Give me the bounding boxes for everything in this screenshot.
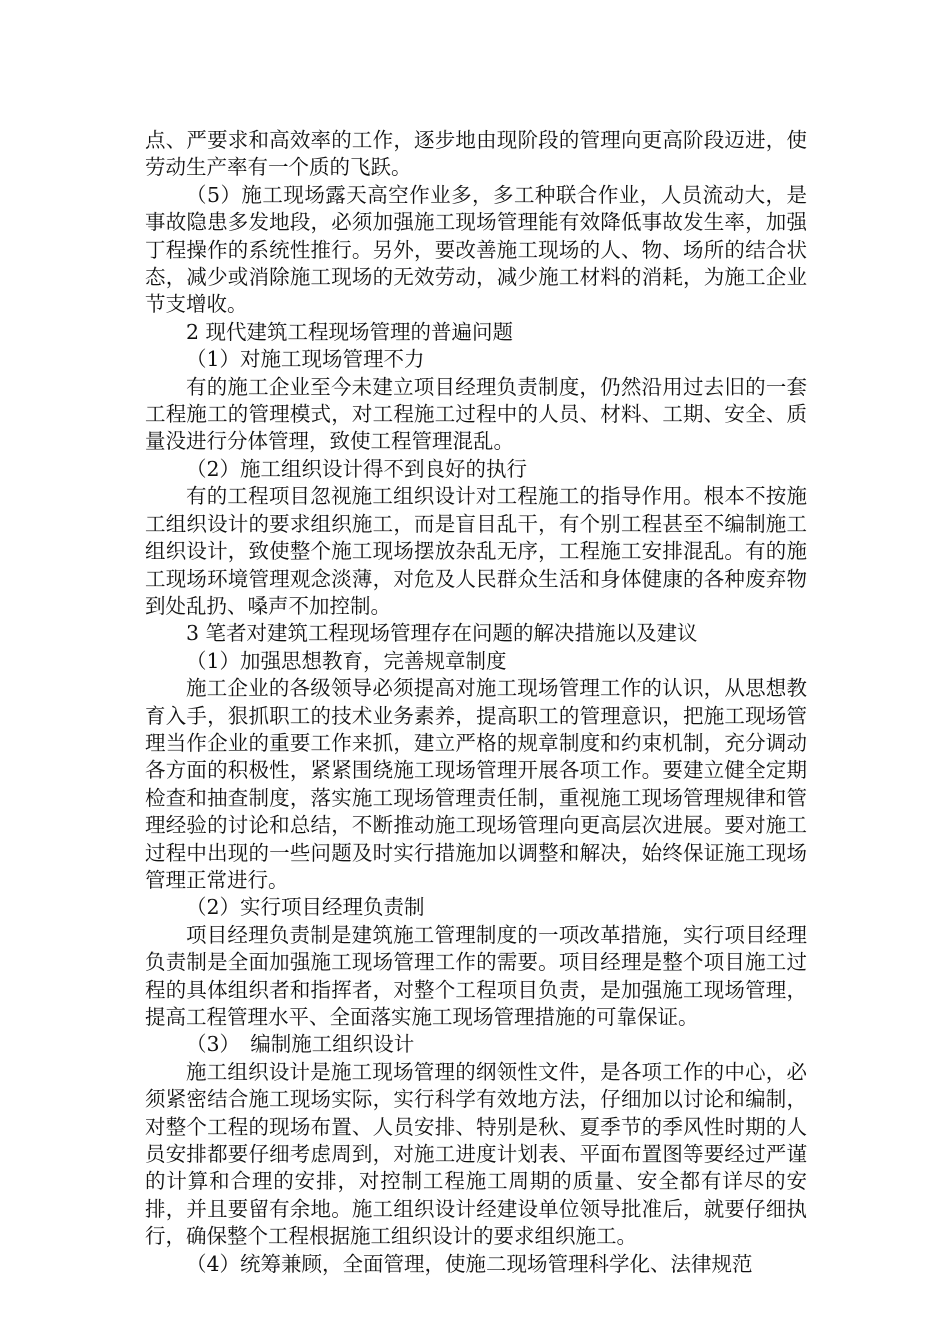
paragraph: （5）施工现场露天高空作业多，多工种联合作业，人员流动大，是事故隐患多发地段，必须加强施工现场管理能有效降低事故发生率，加强丁程操作的系统性推行。另外，要改善施工现场的人、物、场所的结合状态，减少或消除施工现场的无效劳动，减少施工材料的消耗，为施工企业节支增收。 <box>145 182 807 317</box>
subsection-heading: （4）统筹兼顾，全面管理，使施二现场管理科学化、法律规范 <box>186 1251 753 1276</box>
subsection-heading: （3） 编制施工组织设计 <box>186 1032 415 1057</box>
paragraph: 项目经理负责制是建筑施工管理制度的一项改革措施，实行项目经理负责制是全面加强施工现场管理工作的需要。项目经理是整个项目施工过程的具体组织者和指挥者，对整个工程项目负责，是加强施工现场管理，提高工程管理水平、全面落实施工现场管理措施的可靠保证。 <box>145 922 807 1029</box>
paragraph: 有的施工企业至今未建立项目经理负责制度，仍然沿用过去旧的一套工程施工的管理模式，对工程施工过程中的人员、材料、工期、安全、质量没进行分体管理，致使工程管理混乱。 <box>145 374 807 454</box>
subsection-heading: （1）对施工现场管理不力 <box>186 347 425 372</box>
subsection-heading: （1）加强思想教育，完善规章制度 <box>186 648 507 673</box>
paragraph: 有的工程项目忽视施工组织设计对工程施工的指导作用。根本不按施工组织设计的要求组织施工，而是盲目乱干，有个别工程甚至不编制施工组织设计，致使整个施工现场摆放杂乱无序，工程施工安排混乱。有的施工现场环境管理观念淡薄，对危及人民群众生活和身体健康的各种废弃物到处乱扔、嗓声不加控制。 <box>145 484 807 618</box>
paragraph: 施工企业的各级领导必须提高对施工现场管理工作的认识，从思想教育入手，狠抓职工的技术业务素养，提高职工的管理意识，把施工现场管理当作企业的重要工作来抓，建立严格的规章制度和约束机制，充分调动各方面的积极性，紧紧围绕施工现场管理开展各项工作。要建立健全定期检查和抽查制度，落实施工现场管理责任制，重视施工现场管理规律和管理经验的讨论和总结，不断推动施工现场管理向更高层次进展。要对施工过程中出现的一些问题及时实行措施加以调整和解决，始终保证施工现场管理正常进行。 <box>145 676 807 892</box>
document-body <box>145 127 807 1278</box>
subsection-heading: （2）施工组织设计得不到良好的执行 <box>186 456 528 481</box>
section-heading: 3 笔者对建筑工程现场管理存在问题的解决措施以及建议 <box>186 621 698 646</box>
paragraph: 施工组织设计是施工现场管理的纲领性文件，是各项工作的中心，必须紧密结合施工现场实际，实行科学有效地方法，仔细加以讨论和编制，对整个工程的现场布置、人员安排、特别是秋、夏季节的季风性时期的人员安排都要仔细考虑周到，对施工进度计划表、平面布置图等要经过严谨的计算和合理的安排，对控制工程施工周期的质量、安全都有详尽的安排，并且要留有余地。施工组织设计经建设单位领导批准后，就要仔细执行，确保整个工程根据施工组织设计的要求组织施工。 <box>145 1059 807 1249</box>
section-heading: 2 现代建筑工程现场管理的普遍问题 <box>186 319 514 344</box>
subsection-heading: （2）实行项目经理负责制 <box>186 895 425 920</box>
paragraph: 点、严要求和高效率的工作，逐步地由现阶段的管理向更高阶段迈进，使劳动生产率有一个质的飞跃。 <box>145 128 807 180</box>
